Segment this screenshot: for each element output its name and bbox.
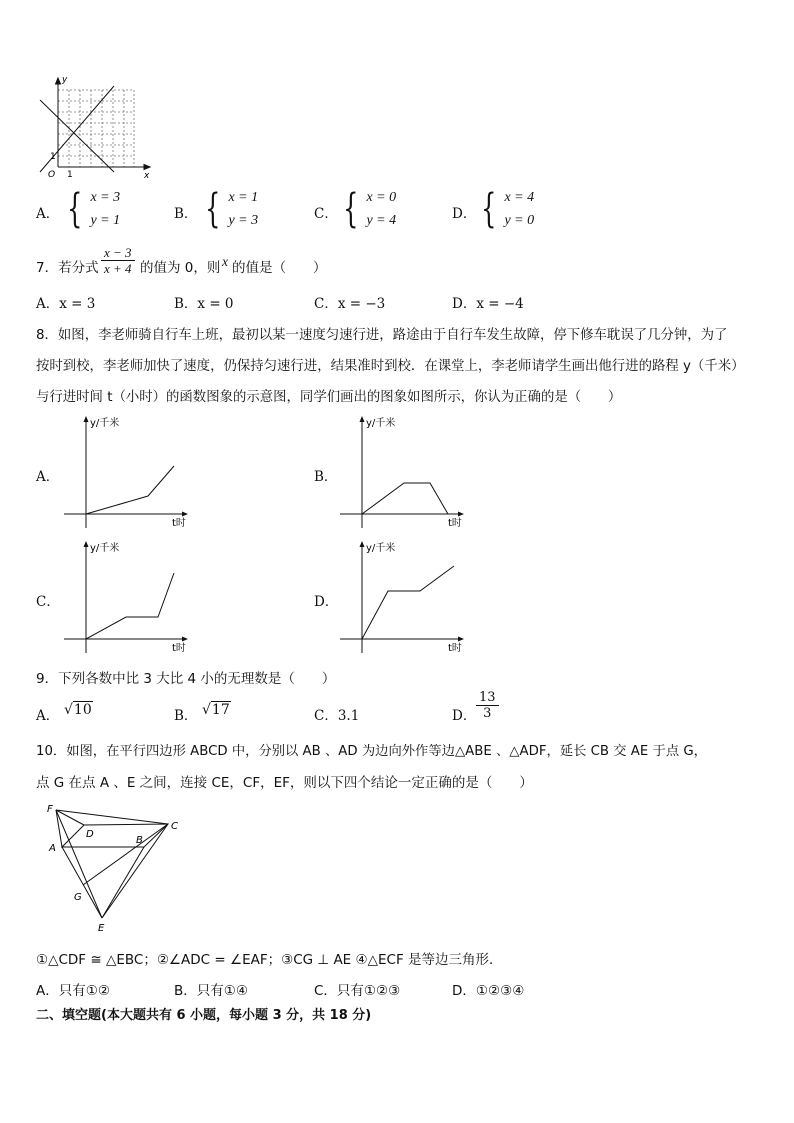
- q6-option-d-label: D．: [452, 206, 477, 222]
- q7-fraction: [101, 245, 135, 276]
- q9-option-a-label: A．: [36, 708, 60, 724]
- q9-b-radicand: 17: [211, 702, 230, 718]
- q6-option-a-label: A．: [36, 206, 60, 222]
- q6-y-label: y: [62, 75, 68, 85]
- q6-option-c-label: C．: [314, 206, 338, 222]
- q6-a-eq2: y = 1: [90, 213, 121, 228]
- q8-stem-line-3: 与行进时间 t（小时）的函数图象的示意图，同学们画出的图象如图所示，你认为正确的是（ ）: [36, 390, 622, 405]
- q9-stem: 9．下列各数中比 3 大比 4 小的无理数是（ ）: [36, 671, 336, 687]
- q6-d-eq2: y = 0: [504, 213, 535, 228]
- q8-c-path: [86, 573, 174, 639]
- q8-graph-b[interactable]: [336, 412, 496, 532]
- q6-option-b-label: B．: [174, 206, 198, 222]
- q10-option-a[interactable]: A．只有①②: [36, 983, 110, 999]
- q10-label-a: A: [49, 843, 56, 854]
- q6-option-a[interactable]: [62, 186, 120, 232]
- q6-c-eq1: x = 0: [366, 190, 397, 205]
- q10-option-d[interactable]: D．①②③④: [452, 983, 525, 999]
- q8-b-t-label: t时: [448, 518, 462, 529]
- q8-d-y-label: y/千米: [366, 543, 396, 554]
- q8-d-path: [362, 566, 454, 639]
- q7-suffix-a: 的值为 0，则: [140, 260, 221, 276]
- q9-d-num: 13: [476, 690, 499, 706]
- q9-option-d[interactable]: [476, 690, 499, 721]
- q6-y-tick: 1: [50, 152, 56, 162]
- q6-x-label: x: [144, 171, 150, 180]
- q8-graph-d[interactable]: [336, 537, 496, 657]
- q10-label-f: F: [47, 804, 53, 815]
- q10-label-b: B: [136, 835, 143, 846]
- q9-option-d-label: D．: [452, 708, 477, 724]
- q8-c-y-label: y/千米: [90, 543, 120, 554]
- q7-frac-num: x − 3: [101, 245, 135, 261]
- q7-option-c[interactable]: C．x = −3: [314, 296, 386, 312]
- q6-option-d[interactable]: [476, 186, 534, 232]
- q8-a-y-label: y/千米: [90, 418, 120, 429]
- q10-stem-line-2: 点 G 在点 A 、E 之间，连接 CE，CF，EF，则以下四个结论一定正确的是（ ）: [36, 775, 533, 791]
- q8-graph-c[interactable]: [60, 537, 220, 657]
- q10-label-g: G: [74, 892, 82, 903]
- section-2-title: 二、填空题(本大题共有 6 小题，每小题 3 分，共 18 分): [36, 1008, 372, 1023]
- q7-option-b[interactable]: B．x = 0: [174, 296, 234, 312]
- q8-a-path: [86, 466, 174, 514]
- q10-option-b[interactable]: B．只有①④: [174, 983, 248, 999]
- q7-option-a[interactable]: A．x = 3: [36, 296, 96, 312]
- q6-x-tick: 1: [67, 170, 73, 180]
- q7-suffix-b: 的值是（ ）: [232, 260, 327, 276]
- brace-glyph: {: [481, 186, 497, 232]
- q9-option-a[interactable]: √10: [64, 702, 92, 718]
- q10-conclusions: ①△CDF ≅ △EBC；②∠ADC = ∠EAF；③CG ⊥ AE ④△ECF 是等边三角形．: [36, 952, 503, 968]
- q8-c-t-label: t时: [172, 643, 186, 654]
- q6-option-c[interactable]: [338, 186, 396, 232]
- q8-a-t-label: t时: [172, 518, 186, 529]
- q7-frac-den: x + 4: [104, 261, 132, 276]
- q10-label-e: E: [98, 923, 105, 934]
- q8-option-a-label[interactable]: A．: [36, 469, 60, 485]
- q9-option-b-label: B．: [174, 708, 198, 724]
- q10-figure: [44, 800, 194, 936]
- q8-stem-line-2: 按时到校，李老师加快了速度，仍保持匀速行进，结果准时到校．在课堂上，李老师请学生画出他行进的路程 y（千米）: [36, 359, 745, 374]
- q8-stem-line-1: 8．如图，李老师骑自行车上班，最初以某一速度匀速行进，路途由于自行车发生故障，停下修车耽误了几分钟，为了: [36, 328, 728, 343]
- q6-b-eq1: x = 1: [228, 190, 259, 205]
- q8-option-d-label[interactable]: D．: [314, 594, 339, 610]
- q6-c-eq2: y = 4: [366, 213, 397, 228]
- q8-graph-a[interactable]: [60, 412, 220, 532]
- brace-glyph: {: [205, 186, 221, 232]
- q8-b-y-label: y/千米: [366, 418, 396, 429]
- q6-b-eq2: y = 3: [228, 213, 259, 228]
- q9-d-den: 3: [483, 706, 492, 721]
- q6-a-eq1: x = 3: [90, 190, 121, 205]
- q9-option-b[interactable]: √17: [202, 702, 230, 718]
- q6-option-b[interactable]: [200, 186, 258, 232]
- q9-option-c[interactable]: C．3.1: [314, 708, 360, 724]
- q7-var: x: [222, 254, 228, 269]
- brace-glyph: {: [343, 186, 359, 232]
- q6-d-eq1: x = 4: [504, 190, 535, 205]
- q10-label-d: D: [86, 829, 94, 840]
- q6-origin-label: O: [48, 170, 56, 180]
- q8-option-b-label[interactable]: B．: [314, 469, 338, 485]
- q10-option-c[interactable]: C．只有①②③: [314, 983, 401, 999]
- q8-b-path: [362, 483, 448, 514]
- q10-label-c: C: [171, 821, 178, 832]
- q7-prefix: 7．若分式: [36, 260, 99, 276]
- q9-a-radicand: 10: [73, 702, 92, 718]
- q8-option-c-label[interactable]: C．: [36, 594, 60, 610]
- q8-d-t-label: t时: [448, 643, 462, 654]
- q10-stem-line-1: 10．如图，在平行四边形 ABCD 中，分别以 AB 、AD 为边向外作等边△ABE 、△ADF，延长 CB 交 AE 于点 G，: [36, 744, 707, 759]
- q7-option-d[interactable]: D．x = −4: [452, 296, 524, 312]
- brace-glyph: {: [67, 186, 83, 232]
- q6-graph: [34, 72, 156, 180]
